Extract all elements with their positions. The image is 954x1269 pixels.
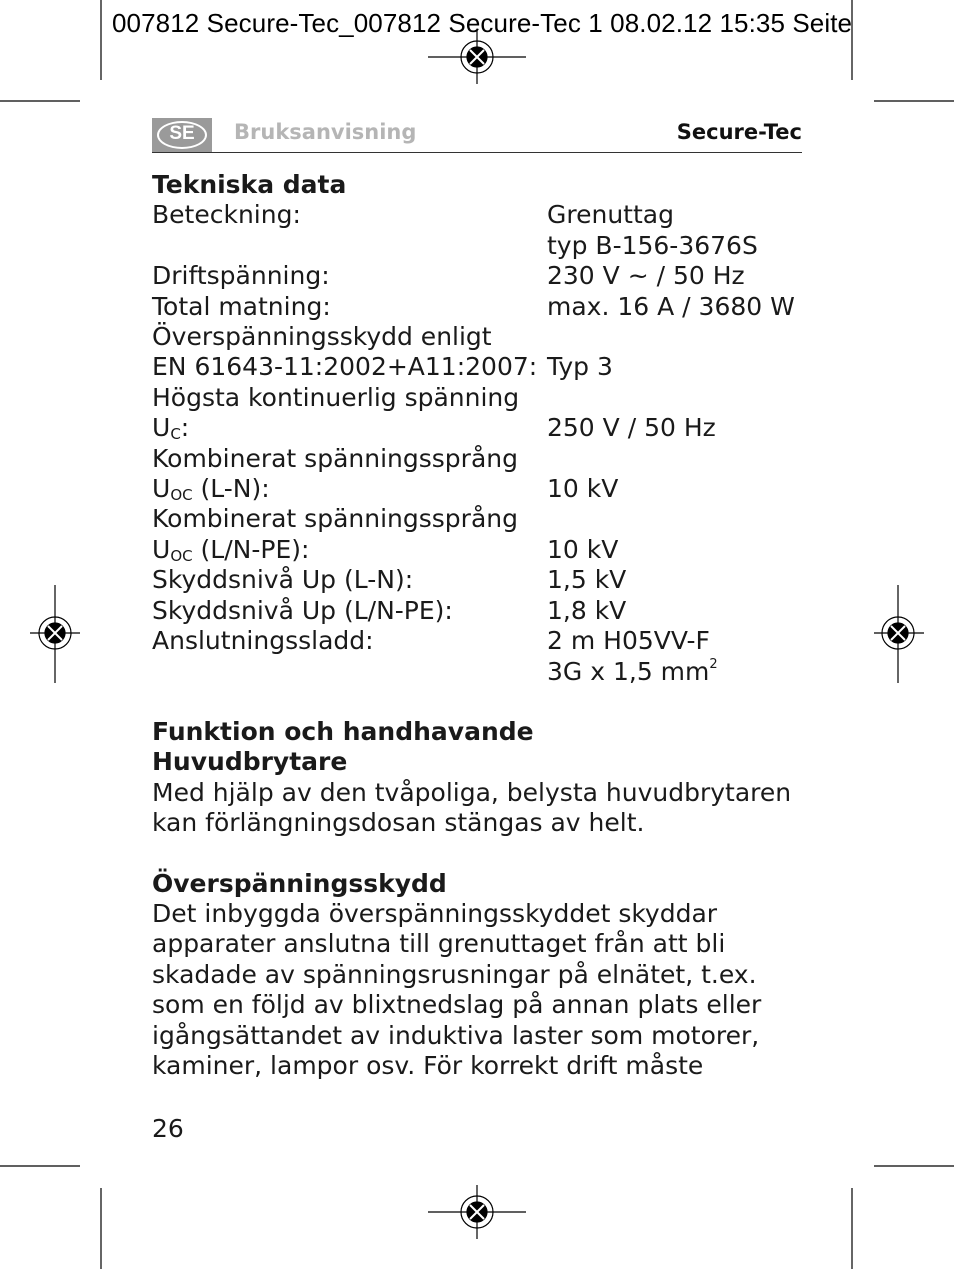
spec-value: max. 16 A / 3680 W <box>547 291 795 321</box>
spec-value <box>547 322 812 352</box>
spec-value <box>547 444 812 474</box>
spec-label: $U_{OC}$ (L/N-PE): <box>152 534 310 565</box>
spec-value: 2 m H05VV-F <box>547 626 710 656</box>
spec-value: 250 V / 50 Hz <box>547 413 716 443</box>
main-switch-heading: Huvudbrytare <box>152 747 348 777</box>
tech-data-heading: Tekniska data <box>152 170 347 199</box>
spec-row <box>152 322 812 352</box>
spec-value: 3G x 1,5 $mm^2$ <box>547 656 718 686</box>
main-switch-text: Med hjälp av den tvåpoliga, belysta huvudbrytaren kan förlängningsdosan stängas av helt. <box>152 777 792 838</box>
spec-label: EN 61643-11:2002+A11:2007: <box>152 352 538 382</box>
spec-row <box>152 596 812 626</box>
spec-label: Högsta kontinuerlig spänning <box>152 382 520 412</box>
product-name: Secure-Tec <box>676 120 802 144</box>
language-badge: SE <box>152 118 212 152</box>
function-heading: Funktion och handhavande <box>152 716 534 746</box>
spec-label: Anslutningssladd: <box>152 626 374 656</box>
spec-label <box>152 231 547 261</box>
print-slug-line: 007812 Secure-Tec_007812 Secure-Tec 1 08.02.12 15:35 Seite <box>112 8 853 38</box>
spec-row <box>152 413 812 443</box>
spec-value <box>547 383 812 413</box>
spec-value: typ B-156-3676S <box>547 230 758 260</box>
spec-value <box>547 504 812 534</box>
spec-label: $U_C$: <box>152 413 190 444</box>
surge-protection-heading: Överspänningsskydd <box>152 868 447 898</box>
spec-label: $U_{OC}$ (L-N): <box>152 474 270 505</box>
spec-row <box>152 444 812 474</box>
registration-mark-top <box>428 30 526 84</box>
spec-value: Typ 3 <box>547 352 613 382</box>
spec-label: Överspänningsskydd enligt <box>152 322 492 352</box>
spec-row <box>152 352 812 382</box>
spec-row <box>152 504 812 534</box>
spec-row <box>152 200 812 230</box>
spec-row <box>152 383 812 413</box>
page-number: 26 <box>152 1114 184 1143</box>
spec-row <box>152 657 812 687</box>
spec-value: Grenuttag <box>547 200 674 230</box>
page-header <box>152 114 802 153</box>
page-content <box>152 170 812 1081</box>
spec-row <box>152 261 812 291</box>
spec-label: Skyddsnivå Up (L-N): <box>152 565 414 595</box>
registration-mark-bottom <box>428 1185 526 1239</box>
spec-row <box>152 565 812 595</box>
registration-mark-left <box>30 585 80 683</box>
spec-row <box>152 292 812 322</box>
spec-row <box>152 626 812 656</box>
spec-value: 1,8 kV <box>547 595 627 625</box>
spec-label: Kombinerat spänningssprång <box>152 504 518 534</box>
spec-row <box>152 231 812 261</box>
spec-value: 1,5 kV <box>547 565 627 595</box>
registration-mark-right <box>874 585 924 683</box>
spec-label: Beteckning: <box>152 200 301 230</box>
spec-value: 10 kV <box>547 474 619 504</box>
manual-label: Bruksanvisning <box>234 120 417 144</box>
spec-label <box>152 657 547 687</box>
spec-label: Kombinerat spänningssprång <box>152 443 518 473</box>
spec-label: Driftspänning: <box>152 261 330 291</box>
surge-protection-text: Det inbyggda överspänningsskyddet skyddar apparater anslutna till grenuttaget från att bli skadade av spänningsrusningar på elnätet, t.ex. som en följd av blixtnedslag på annan plats eller igångsättandet av induktiva laster som motorer, kaminer, lampor osv. För korrekt drift måste <box>152 898 762 1080</box>
spec-value: 230 V ~ / 50 Hz <box>547 261 745 291</box>
spec-label: Skyddsnivå Up (L/N-PE): <box>152 595 453 625</box>
spec-table <box>152 200 812 687</box>
spec-label: Total matning: <box>152 291 331 321</box>
spec-value: 10 kV <box>547 534 619 564</box>
spec-row <box>152 474 812 504</box>
spec-row <box>152 535 812 565</box>
